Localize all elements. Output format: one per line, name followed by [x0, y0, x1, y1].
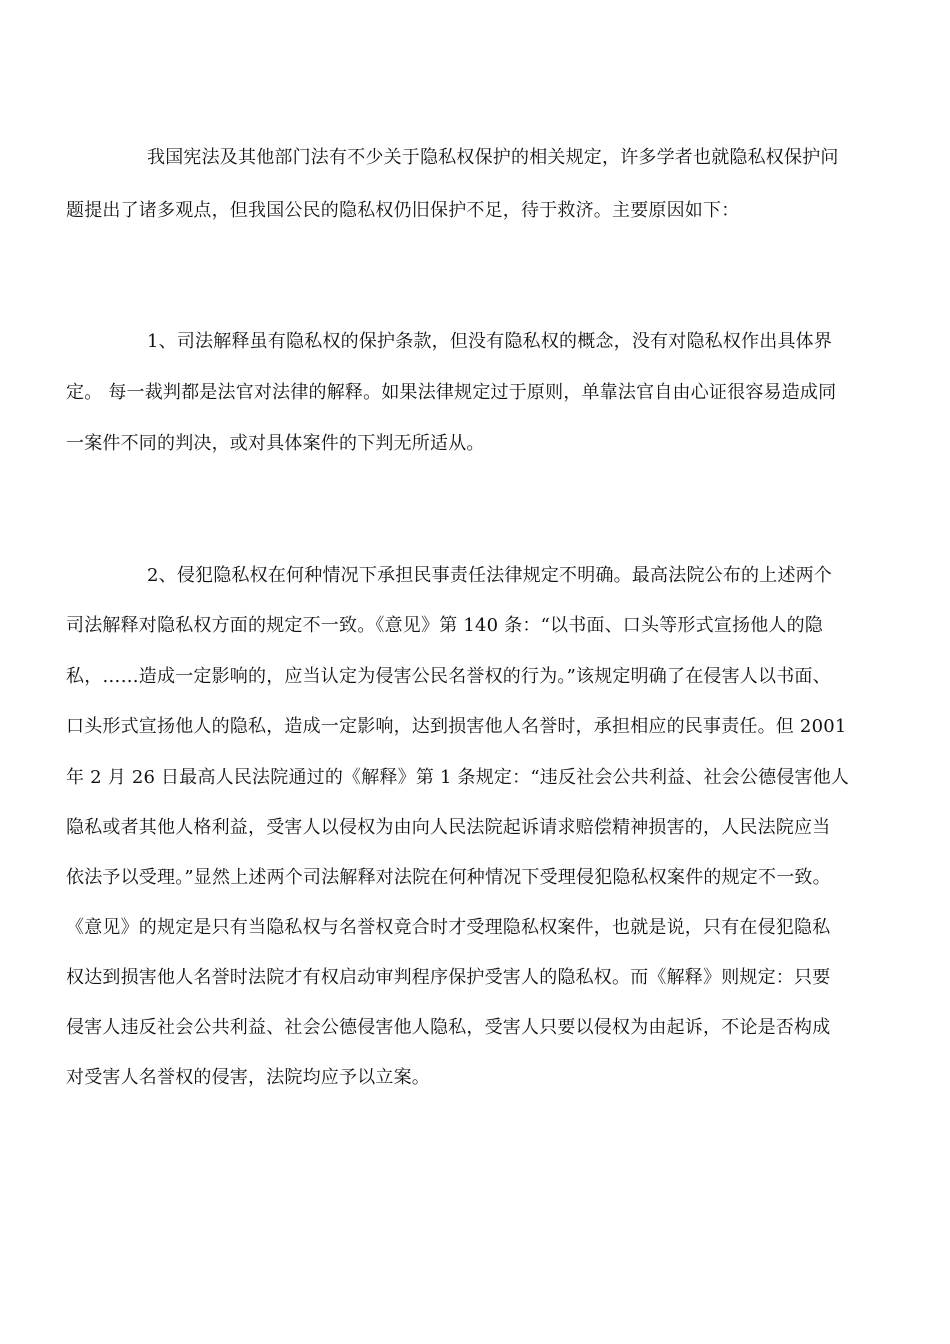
paragraph-3-line-5: 年 2 月 26 日最高人民法院通过的《解释》第 1 条规定：“违反社会公共利益、社会公德侵害他人: [66, 767, 850, 788]
paragraph-2-line-1: 1、司法解释虽有隐私权的保护条款，但没有隐私权的概念，没有对隐私权作出具体界: [147, 331, 833, 352]
paragraph-3-line-10: 侵害人违反社会公共利益、社会公德侵害他人隐私，受害人只要以侵权为由起诉，不论是否构成: [66, 1017, 831, 1038]
paragraph-3-line-9: 权达到损害他人名誉时法院才有权启动审判程序保护受害人的隐私权。而《解释》则规定：只要: [66, 967, 831, 988]
paragraph-3-line-8: 《意见》的规定是只有当隐私权与名誉权竟合时才受理隐私权案件，也就是说，只有在侵犯隐私: [66, 917, 831, 938]
paragraph-3-line-11: 对受害人名誉权的侵害，法院均应予以立案。: [66, 1067, 430, 1088]
paragraph-3-line-7: 依法予以受理。”显然上述两个司法解释对法院在何种情况下受理侵犯隐私权案件的规定不一致。: [66, 867, 831, 888]
paragraph-3-line-2: 司法解释对隐私权方面的规定不一致。《意见》第 140 条：“以书面、口头等形式宣扬他人的隐: [66, 615, 823, 636]
paragraph-3-line-3: 私，……造成一定影响的，应当认定为侵害公民名誉权的行为。”该规定明确了在侵害人以书面、: [66, 666, 831, 687]
paragraph-1-line-1: 我国宪法及其他部门法有不少关于隐私权保护的相关规定，许多学者也就隐私权保护问: [147, 147, 839, 168]
paragraph-3-line-6: 隐私或者其他人格利益，受害人以侵权为由向人民法院起诉请求赔偿精神损害的，人民法院应当: [66, 817, 831, 838]
paragraph-2-line-2: 定。 每一裁判都是法官对法律的解释。如果法律规定过于原则，单靠法官自由心证很容易造成同: [66, 382, 837, 403]
paragraph-3-line-1: 2、侵犯隐私权在何种情况下承担民事责任法律规定不明确。最高法院公布的上述两个: [147, 565, 833, 586]
paragraph-2-line-3: 一案件不同的判决，或对具体案件的下判无所适从。: [66, 433, 485, 454]
paragraph-3-line-4: 口头形式宣扬他人的隐私，造成一定影响，达到损害他人名誉时，承担相应的民事责任。但 2001: [66, 716, 847, 737]
paragraph-1-line-2: 题提出了诸多观点，但我国公民的隐私权仍旧保护不足，待于救济。主要原因如下：: [66, 200, 740, 221]
